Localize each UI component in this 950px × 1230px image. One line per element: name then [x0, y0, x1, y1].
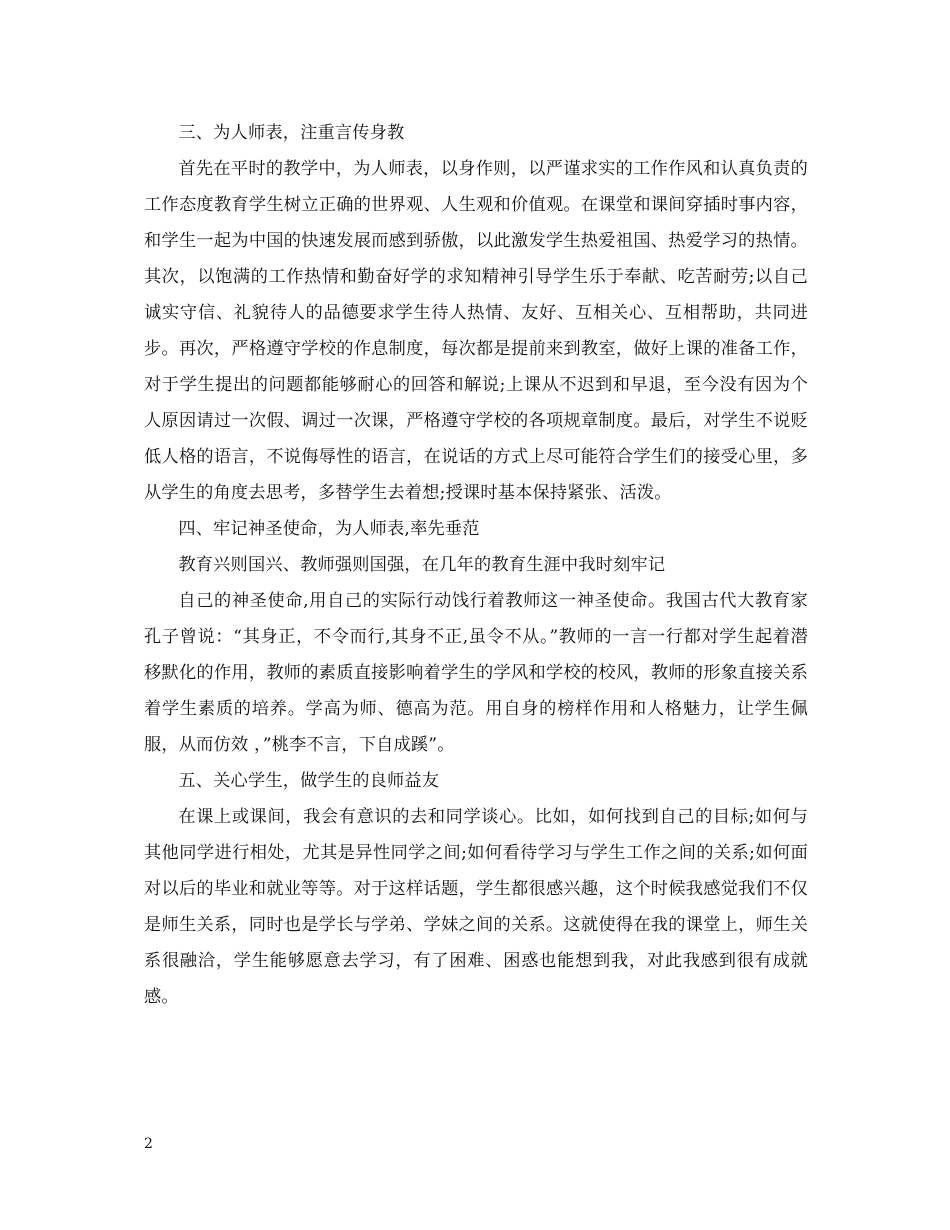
body-paragraph: 自己的神圣使命,用自己的实际行动饯行着教师这一神圣使命。我国古代大教育家孔子曾说：“其身正，不令而行,其身不正,虽令不从。”教师的一言一行都对学生起着潜移默化的作用，教师的素质直接影响着学生的学风和学校的校风，教师的形象直接关系着学生素质的培养。学高为师、德高为范。用自身的榜样作用和人格魅力，让学生佩服，从而仿效 ，”桃李不言，下自成蹊”。 — [144, 591, 808, 755]
page-number: 2 — [144, 1136, 153, 1152]
section-heading-4: 四、牢记神圣使命，为人师表,率先垂范 — [178, 519, 480, 539]
body-paragraph: 首先在平时的教学中，为人师表，以身作则，以严谨求实的工作作风和认真负责的工作态度教育学生树立正确的世界观、人生观和价值观。在课堂和课间穿插时事内容，和学生一起为中国的快速发展而感到骄傲，以此激发学生热爱祖国、热爱学习的热情。其次，以饱满的工作热情和勤奋好学的求知精神引导学生乐于奉献、吃苦耐劳;以自己诚实守信、礼貌待人的品德要求学生待人热情、友好、互相关心、互相帮助，共同进步。再次，严格遵守学校的作息制度，每次都是提前来到教室，做好上课的准备工作，对于学生提出的问题都能够耐心的回答和解说;上课从不迟到和早退，至今没有因为个人原因请过一次假、调过一次课，严格遵守学校的各项规章制度。最后，对学生不说贬低人格的语言，不说侮辱性的语言，在说话的方式上尽可能符合学生们的接受心里，多从学生的角度去思考，多替学生去着想;授课时基本保持紧张、活泼。 — [144, 159, 808, 503]
page-content — [144, 115, 808, 1015]
section-heading-5: 五、关心学生，做学生的良师益友 — [178, 771, 440, 791]
body-paragraph: 教育兴则国兴、教师强则国强，在几年的教育生涯中我时刻牢记 — [178, 555, 666, 575]
body-paragraph: 在课上或课间，我会有意识的去和同学谈心。比如，如何找到自己的目标;如何与其他同学进行相处，尤其是异性同学之间;如何看待学习与学生工作之间的关系;如何面对以后的毕业和就业等等。对于这样话题，学生都很感兴趣，这个时候我感觉我们不仅是师生关系，同时也是学长与学弟、学妹之间的关系。这就使得在我的课堂上，师生关系很融洽，学生能够愿意去学习，有了困难、困惑也能想到我，对此我感到很有成就感。 — [144, 807, 808, 1007]
section-heading-3: 三、为人师表，注重言传身教 — [178, 123, 405, 143]
